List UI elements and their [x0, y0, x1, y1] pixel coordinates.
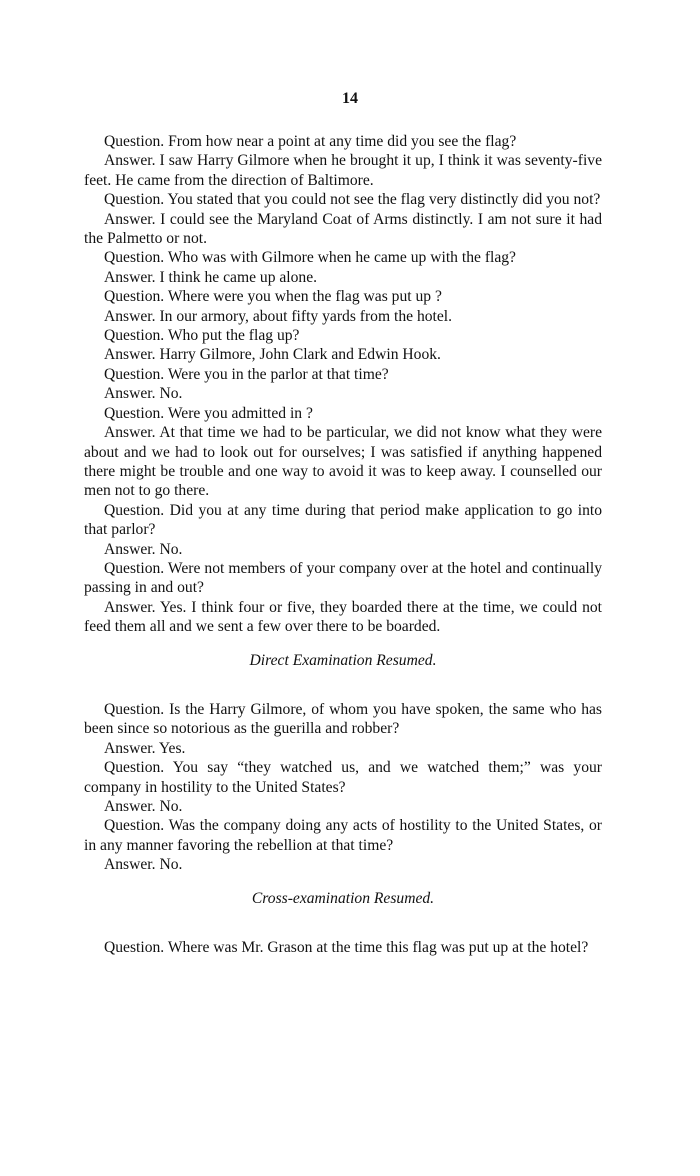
answer-paragraph: Answer. No.: [104, 798, 183, 815]
question-paragraph: Question. Did you at any time during that period make application to go into that parlor?: [84, 501, 602, 539]
question-paragraph: Question. Is the Harry Gilmore, of whom you have spoken, the same who has been since so notorious as the guerilla and robber?: [84, 700, 602, 738]
question-paragraph: Question. You stated that you could not see the flag very distinctly did you not?: [104, 191, 601, 209]
testimony-block-2: [84, 700, 602, 875]
answer-paragraph: Answer. Yes. I think four or five, they boarded there at the time, we could not feed them all and we sent a few over there to be boarded.: [84, 598, 602, 636]
question-paragraph: Question. Were you admitted in ?: [104, 404, 313, 422]
answer-paragraph: Answer. In our armory, about fifty yards from the hotel.: [104, 307, 453, 325]
testimony-block-1: [84, 132, 602, 637]
section-heading-direct-examination: Direct Examination Resumed.: [249, 651, 437, 669]
question-paragraph: Question. You say “they watched us, and we watched them;” was your company in hostility to the United States?: [84, 759, 602, 796]
answer-paragraph: Answer. At that time we had to be particular, we did not know what they were about and we had to look out for ourselves; I was satisfied if anything happened there might be trouble and one way to avoid it was to keep away. I counselled our men not to go there.: [84, 424, 602, 500]
answer-paragraph: Answer. No.: [104, 540, 183, 558]
question-paragraph: Question. Was the company doing any acts of hostility to the United States, or in any manner favoring the rebellion at that time?: [84, 817, 602, 854]
question-paragraph: Question. Were you in the parlor at that time?: [104, 365, 389, 383]
page-number: 14: [342, 90, 358, 107]
question-paragraph: Question. From how near a point at any time did you see the flag?: [104, 133, 517, 150]
answer-paragraph: Answer. I saw Harry Gilmore when he brought it up, I think it was seventy-five feet. He came from the direction of Baltimore.: [84, 152, 602, 189]
testimony-block-3: [84, 938, 602, 957]
answer-paragraph: Answer. No.: [104, 856, 183, 874]
answer-paragraph: Answer. I could see the Maryland Coat of Arms distinctly. I am not sure it had the Palmetto or not.: [84, 210, 602, 248]
question-paragraph: Question. Where was Mr. Grason at the time this flag was put up at the hotel?: [104, 939, 589, 957]
question-paragraph: Question. Who put the flag up?: [104, 327, 300, 345]
question-paragraph: Question. Were not members of your company over at the hotel and continually passing in and out?: [84, 559, 602, 597]
question-paragraph: Question. Where were you when the flag was put up ?: [104, 288, 442, 306]
question-paragraph: Question. Who was with Gilmore when he came up with the flag?: [104, 249, 516, 267]
answer-paragraph: Answer. I think he came up alone.: [104, 268, 318, 286]
answer-paragraph: Answer. No.: [104, 385, 183, 403]
page-body: [84, 132, 602, 957]
answer-paragraph: Answer. Yes.: [104, 739, 186, 757]
section-heading-cross-examination: Cross-examination Resumed.: [251, 889, 435, 907]
answer-paragraph: Answer. Harry Gilmore, John Clark and Edwin Hook.: [104, 346, 441, 364]
